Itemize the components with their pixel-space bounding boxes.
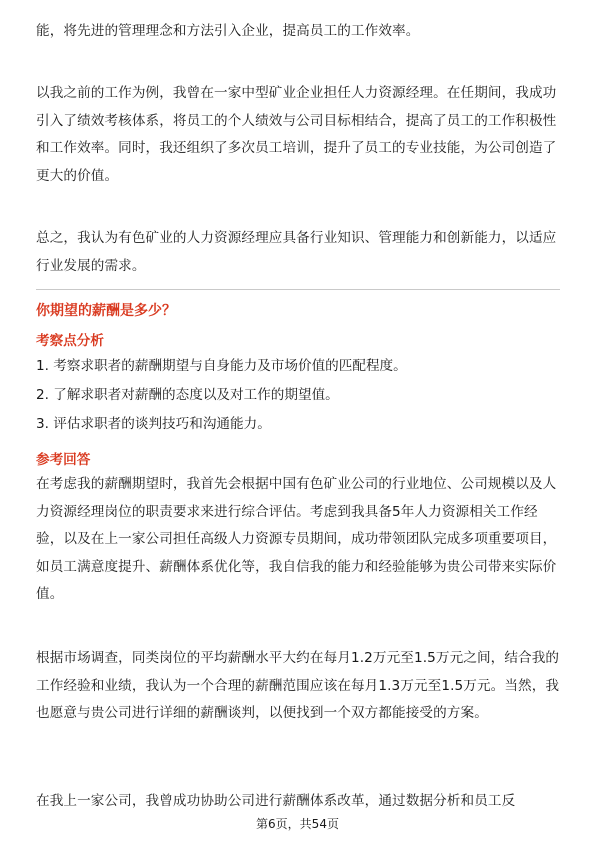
analysis-item-2: 2. 了解求职者对薪酬的态度以及对工作的期望值。 <box>36 387 339 403</box>
paragraph-intro-tail: 能，将先进的管理理念和方法引入企业，提高员工的工作效率。 <box>36 23 420 39</box>
analysis-item-3: 3. 评估求职者的谈判技巧和沟通能力。 <box>36 416 271 432</box>
analysis-label: 考察点分析 <box>36 333 104 349</box>
answer-paragraph-3: 在我上一家公司，我曾成功协助公司进行薪酬体系改革，通过数据分析和员工反 <box>36 793 516 809</box>
page-number: 第6页，共54页 <box>256 817 339 831</box>
section-divider <box>36 289 560 290</box>
analysis-item-1: 1. 考察求职者的薪酬期望与自身能力及市场价值的匹配程度。 <box>36 358 407 374</box>
answer-label: 参考回答 <box>36 452 91 468</box>
paragraph-summary: 总之，我认为有色矿业的人力资源经理应具备行业知识、管理能力和创新能力，以适应行业发展的需求。 <box>36 230 557 274</box>
answer-paragraph-1: 在考虑我的薪酬期望时，我首先会根据中国有色矿业公司的行业地位、公司规模以及人力资源经理岗位的职责要求来进行综合评估。考虑到我具备5年人力资源相关工作经验，以及在上一家公司担任高级人力资源专员期间，成功带领团队完成多项重要项目，如员工满意度提升、薪酬体系优化等，我自信我的能力和经验能够为贵公司带来实际价值。 <box>36 476 557 603</box>
paragraph-work-example: 以我之前的工作为例，我曾在一家中型矿业企业担任人力资源经理。在任期间，我成功引入了绩效考核体系，将员工的个人绩效与公司目标相结合，提高了员工的工作积极性和工作效率。同时，我还组织了多次员工培训，提升了员工的专业技能，为公司创造了更大的价值。 <box>36 85 557 184</box>
answer-paragraph-2: 根据市场调查，同类岗位的平均薪酬水平大约在每月1.2万元至1.5万元之间，结合我的工作经验和业绩，我认为一个合理的薪酬范围应该在每月1.3万元至1.5万元。当然，我也愿意与贵公司进行详细的薪酬谈判，以便找到一个双方都能接受的方案。 <box>36 650 560 722</box>
question-title: 你期望的薪酬是多少？ <box>36 303 176 319</box>
